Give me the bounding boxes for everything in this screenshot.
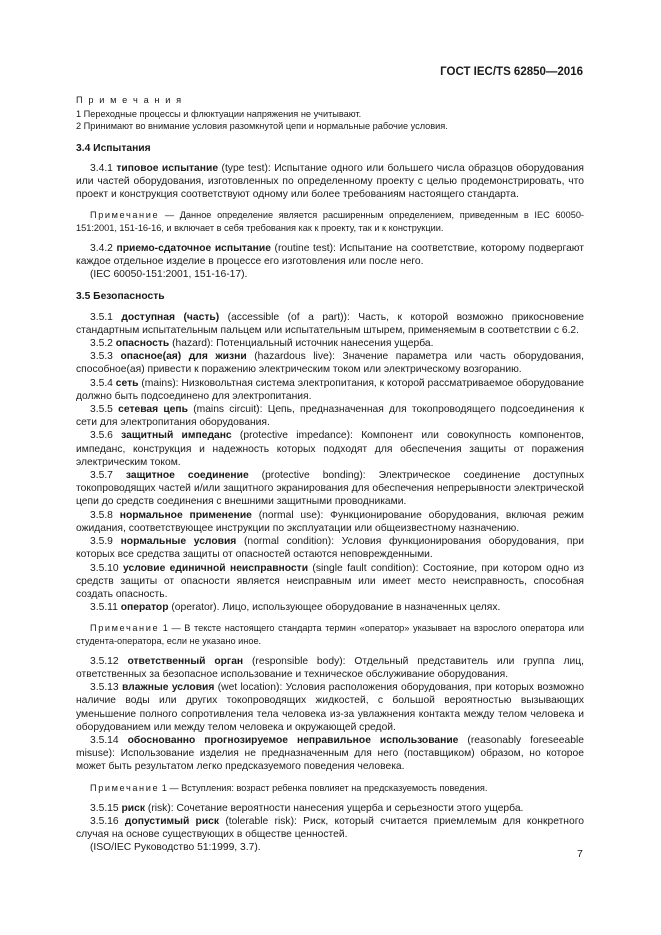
term-definition: Состояние, при котором одно из средств защиты от опасности является неисправным или имеет место неисправность, способная создать опасность. <box>76 562 584 600</box>
term: ответственный орган <box>127 655 244 667</box>
term-number: 3.5.9 <box>90 536 113 548</box>
term-number: 3.5.10 <box>90 562 119 574</box>
definition-3-5-16 <box>76 815 584 841</box>
term-number: 3.5.11 <box>90 602 118 614</box>
note-3-5-14 <box>76 782 584 794</box>
term-number: 3.5.5 <box>90 404 113 416</box>
term-definition: Потенциальный источник нанесения ущерба. <box>216 338 434 350</box>
term: нормальные условия <box>120 536 237 548</box>
term-en: (wet location): <box>217 682 283 694</box>
definition-3-4-2 <box>76 242 584 268</box>
term-en: (mains): <box>141 377 179 389</box>
definition-3-5-4 <box>76 377 584 403</box>
term: нормальное применение <box>119 509 252 521</box>
note-item: 1 Переходные процессы и флюктуации напряжения не учитывают. <box>76 109 362 120</box>
term-number: 3.5.3 <box>90 351 113 363</box>
definition-3-5-5 <box>76 403 584 429</box>
note-label: Примечание <box>90 210 160 221</box>
definition-3-5-6 <box>76 429 584 469</box>
note-text: — Данное определение является расширенным определением, приведенным в IEC 60050-151:2001, 151-16-16, и включает в себя требования как к проекту, так и к конструкции. <box>76 210 584 233</box>
term-en: (protective impedance): <box>239 430 353 442</box>
term: приемо-сдаточное испытание <box>116 242 271 254</box>
term-en: (operator). <box>171 602 220 614</box>
term-en: (hazard): <box>172 338 214 350</box>
definition-3-5-7 <box>76 469 584 509</box>
term-definition: Отдельный представитель или группа лиц, ответственных за безопасное использование и техническое обслуживание оборудования. <box>76 655 584 680</box>
term: допустимый риск <box>124 815 220 827</box>
term-number: 3.4.1 <box>90 162 113 174</box>
term-definition: Риск, который считается приемлемым для конкретного случая на основе существующих в обществе ценностей. <box>76 815 584 841</box>
term-definition: Компонент или совокупность компонентов, импеданс, конструкция и надежность которых подходят для обеспечения защиты от поражения электрическим током. <box>76 430 584 468</box>
note-label: Примечание <box>90 782 160 793</box>
section-title-tests: 3.4 Испытания <box>76 142 151 154</box>
term-en: (single fault condition): <box>312 562 419 574</box>
term-number: 3.5.1 <box>90 311 113 323</box>
definition-3-5-9 <box>76 535 584 561</box>
page-number: 7 <box>577 848 583 860</box>
term: влажные условия <box>121 682 215 694</box>
term: опасное(ая) для жизни <box>120 351 247 363</box>
term-number: 3.4.2 <box>90 242 113 254</box>
term: сетевая цепь <box>118 404 188 416</box>
note-item: 2 Принимают во внимание условия разомкнутой цепи и нормальные рабочие условия. <box>76 121 448 132</box>
term-definition: Испытание на соответствие, которому подвергают каждое отдельное изделие в процессе его изготовления или после него. <box>76 242 585 268</box>
term: защитный импеданс <box>121 430 232 442</box>
definition-3-5-14 <box>76 734 584 774</box>
term-en: (tolerable risk): <box>225 815 297 827</box>
term-number: 3.5.7 <box>90 470 113 482</box>
term: оператор <box>120 602 169 614</box>
term: обоснованно прогнозируемое неправильное использование <box>127 734 459 746</box>
term-definition: Электрическое соединение доступных токопроводящих частей и/или защитного экранирования для обеспечения непрерывности электрической цепи до средств соединения с внешними защитными проводниками. <box>76 470 584 508</box>
term-number: 3.5.13 <box>90 682 119 694</box>
definition-3-5-11 <box>76 601 584 614</box>
term: защитное соединение <box>125 470 249 482</box>
term-en: (risk): <box>147 802 174 814</box>
reference: (IEC 60050-151:2001, 151-16-17). <box>90 269 248 281</box>
page-body <box>76 94 584 855</box>
definition-3-5-8 <box>76 509 584 535</box>
document-code: ГОСТ IEC/TS 62850—2016 <box>440 66 583 78</box>
term: типовое испытание <box>116 162 219 174</box>
term-number: 3.5.2 <box>90 338 113 350</box>
term-en: (normal condition): <box>243 536 335 548</box>
definition-3-5-13 <box>76 681 584 734</box>
term-definition: Цепь, предназначенная для токопроводящего подсоединения к сети для электропитания оборудования. <box>76 404 585 429</box>
definition-3-5-2 <box>76 337 584 350</box>
term-number: 3.5.12 <box>90 655 119 667</box>
term-definition: Низковольтная система электропитания, к которой рассматриваемое оборудование должно быть подсоединено для электропитания. <box>76 377 585 402</box>
definition-3-5-10 <box>76 562 584 602</box>
term-definition: Функционирование оборудования, включая режим ожидания, соответствующее инструкции по эксплуатации или общеизвестному назначению. <box>76 509 585 534</box>
definition-3-4-1 <box>76 162 584 202</box>
note-3-4-1 <box>76 209 584 233</box>
term-en: (reasonably foreseeable misuse): <box>76 734 584 760</box>
term-definition: Сочетание вероятности нанесения ущерба и серьезности этого ущерба. <box>176 802 524 814</box>
term-en: (protective bonding): <box>261 470 366 482</box>
definition-3-5-12 <box>76 655 584 681</box>
term-en: (type test): <box>221 162 271 174</box>
term-en: (mains circuit): <box>193 404 263 416</box>
term-definition: Условия расположения оборудования, при которых возможно наличие воды или других токопроводящих жидкостей, с большой вероятностью вызывающих уменьшение полного сопротивления тела человека из-за увлажнения контакта между телом человека и оборудованием или между телом человека и окружающей средой. <box>76 682 584 733</box>
term-definition: Использование изделия не предназначенным для него (поставщиком) образом, но которое может быть результатом легко предсказуемого поведения человека. <box>76 748 584 773</box>
definition-3-5-3 <box>76 350 584 376</box>
term-en: (hazardous live): <box>254 351 335 363</box>
term-en: (normal use): <box>258 509 324 521</box>
term-definition: Значение параметра или часть оборудования, способное(ая) привести к поражению электрическим током или электрическому возгоранию. <box>76 351 584 376</box>
term-definition: Лицо, использующее оборудование в назначенных целях. <box>222 602 501 614</box>
section-title-safety: 3.5 Безопасность <box>76 291 165 303</box>
term-definition: Часть, к которой возможно прикосновение стандартным испытательным пальцем или испытательным штырем, применяемым в соответствии с 6.2. <box>76 311 584 336</box>
term-en: (accessible (of a part)): <box>227 311 350 323</box>
term-number: 3.5.14 <box>90 734 119 746</box>
term: условие единичной неисправности <box>123 562 309 574</box>
term-number: 3.5.15 <box>90 802 119 814</box>
note-3-5-11 <box>76 622 584 646</box>
reference: (ISO/IEC Руководство 51:1999, 3.7). <box>90 842 261 854</box>
notes-heading: П р и м е ч а н и я <box>76 95 183 105</box>
term-definition: Испытание одного или большего числа образцов оборудования или частей оборудования, изготовленных по определенному проекту с целью продемонстрировать, что проект и конструкция соответствуют одному или более требованиям настоящего стандарта. <box>76 162 584 201</box>
note-label: Примечание <box>90 623 160 634</box>
term-en: (routine test): <box>274 242 336 254</box>
term-number: 3.5.6 <box>90 430 113 442</box>
term: риск <box>121 802 146 814</box>
term-number: 3.5.16 <box>90 815 119 827</box>
term-en: (responsible body): <box>252 655 346 667</box>
term: сеть <box>115 377 139 389</box>
definition-3-5-1 <box>76 311 584 337</box>
term: доступная (часть) <box>121 311 220 323</box>
note-text: 1 — Вступления: возраст ребенка повлияет на предсказуемость поведения. <box>161 782 488 793</box>
term-number: 3.5.4 <box>90 377 113 389</box>
term: опасность <box>115 338 170 350</box>
term-number: 3.5.8 <box>90 509 113 521</box>
term-definition: Условия функционирования оборудования, при которых все средства защиты от опасностей остаются неповрежденными. <box>76 536 584 561</box>
note-text: 1 — В тексте настоящего стандарта термин «оператор» указывает на взрослого оператора или студента-оператора, если не указано иное. <box>76 623 584 646</box>
definition-3-5-15 <box>76 802 584 815</box>
